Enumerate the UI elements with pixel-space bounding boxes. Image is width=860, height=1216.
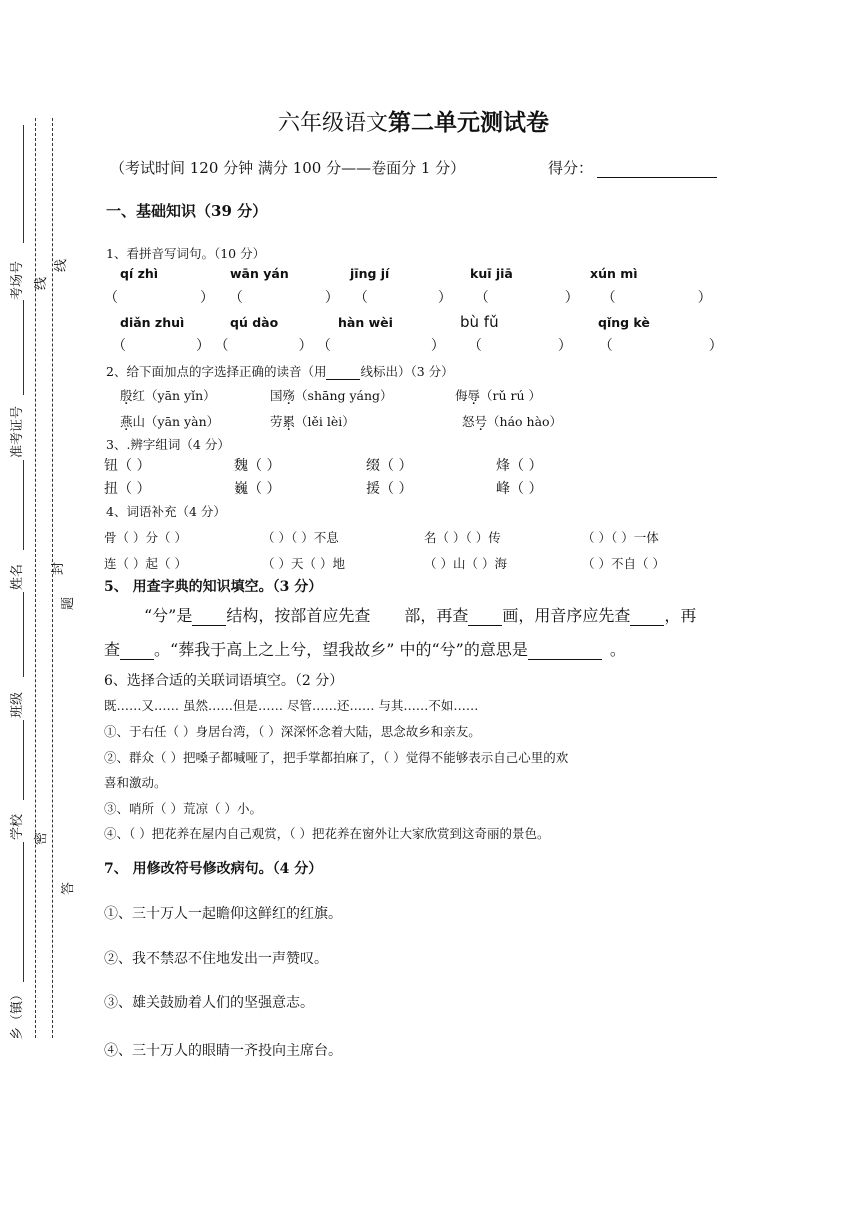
ticket-number-blank[interactable] [23,300,24,395]
q4-row1-4[interactable]: （ ）（ ）一体 [582,530,659,545]
q3-row1-2[interactable]: 魏（ ） [234,458,281,474]
q1-pinyin-5: xún mì [590,266,638,281]
q5-blank-strokes[interactable] [468,611,502,626]
q5-blank-meaning[interactable] [528,645,602,660]
q2-item-1[interactable]: 殷红（yān yǐn） [120,388,216,403]
q1-pinyin-10: qǐng kè [598,315,650,330]
q7-sentence-3[interactable]: ③、雄关鼓励着人们的坚强意志。 [104,995,314,1011]
township-blank[interactable] [23,842,24,982]
q1-pinyin-2: wān yán [230,266,289,281]
dashed-line-inner [52,118,53,1038]
q5-prompt: 5、 用查字典的知识填空。（3 分） [104,579,323,595]
q7-prompt: 7、 用修改符号修改病句。（4 分） [104,861,323,877]
q5-line1: “兮”是 结构，按部首应先查 部，再查 画，用音序应先查 ，再 [144,606,697,625]
q6-options: 既……又…… 虽然……但是…… 尽管……还…… 与其……不如…… [104,698,479,713]
q5-line2: 查 。“葬我于高上之上兮，望我故乡” 中的“兮”的意思是 。 [104,640,626,659]
q3-prompt: 3、.辨字组词（4 分） [106,437,230,452]
name-blank[interactable] [23,460,24,550]
q5-blank-letter[interactable] [630,611,664,626]
q3-row1-4[interactable]: 烽（ ） [496,458,543,474]
q1-prompt: 1、看拼音写词句。（10 分） [106,246,266,261]
ticket-number-label: 准考证号 [10,405,25,458]
school-blank[interactable] [23,720,24,800]
page-title: 六年级语文第二单元测试卷 [278,109,550,136]
township-label: 乡（镇） [10,987,25,1040]
name-label: 姓名 [10,563,25,590]
cut-mark-da: 答 [61,881,76,895]
q7-sentence-1[interactable]: ①、三十万人一起瞻仰这鲜红的红旗。 [104,906,342,922]
class-label: 班级 [10,691,25,718]
score-field: 得分： [548,157,717,178]
q7-sentence-2[interactable]: ②、我不禁忍不住地发出一声赞叹。 [104,951,328,967]
q6-item-1[interactable]: ①、于右任（ ）身居台湾，（ ）深深怀念着大陆，思念故乡和亲友。 [104,724,481,739]
cut-mark-feng: 封 [51,561,66,575]
q1-pinyin-6: diǎn zhuì [120,315,185,330]
exam-room-label: 考场号 [10,260,25,300]
q1-pinyin-7: qú dào [230,315,279,330]
q4-row1-1[interactable]: 骨（ ）分（ ） [104,530,187,545]
cut-mark-xian-2: 线 [54,258,69,272]
q5-blank-second[interactable] [120,645,154,660]
q1-answer-row2[interactable]: （ ） （ ） （ ） （ ） （ ） [112,338,723,354]
q2-item-4[interactable]: 燕山（yān yàn） [120,414,220,429]
q5-blank-structure[interactable] [192,611,226,626]
q4-prompt: 4、词语补充（4 分） [106,504,226,519]
q6-item-2-cont: 喜和激动。 [104,775,167,790]
q1-pinyin-3: jīng jí [350,266,390,281]
cut-mark-ti: 题 [61,596,76,610]
q3-row2-1[interactable]: 扭（ ） [104,481,151,497]
q4-row2-4[interactable]: （ ）不自（ ） [582,556,665,571]
q2-item-2[interactable]: 国殇（shāng yáng） [270,388,393,403]
q1-answer-row1[interactable]: （ ） （ ） （ ） （ ） （ ） [104,290,712,306]
q4-row1-3[interactable]: 名（ ）（ ）传 [424,530,501,545]
score-blank[interactable] [597,163,717,178]
q4-row2-1[interactable]: 连（ ）起（ ） [104,556,187,571]
q2-line-blank [326,365,360,380]
q7-sentence-4[interactable]: ④、三十万人的眼睛一齐投向主席台。 [104,1043,342,1059]
q3-row1-1[interactable]: 钮（ ） [104,458,151,474]
q3-row2-4[interactable]: 峰（ ） [496,481,543,497]
exam-info: （考试时间 120 分钟 满分 100 分——卷面分 1 分） [110,159,466,177]
q1-pinyin-9: bù fǔ [460,313,499,331]
q2-prompt: 2、给下面加点的字选择正确的读音（用 线标出）（3 分） [106,364,454,379]
q1-pinyin-4: kuī jiā [470,266,513,281]
cut-mark-xian: 线 [34,276,49,290]
class-blank[interactable] [23,592,24,677]
q1-pinyin-8: hàn wèi [338,315,393,330]
q1-pinyin-1: qí zhì [120,266,159,281]
q3-row1-3[interactable]: 缀（ ） [366,458,413,474]
dashed-line-outer [35,118,36,1038]
exam-room-blank[interactable] [23,125,24,243]
q2-item-3[interactable]: 侮辱（rǔ rú ） [455,388,542,403]
q2-item-5[interactable]: 劳累（lěi lèi） [270,414,355,429]
q3-row2-3[interactable]: 援（ ） [366,481,413,497]
q2-item-6[interactable]: 怒号（háo hào） [462,414,563,429]
q4-row2-3[interactable]: （ ）山（ ）海 [424,556,507,571]
cut-mark-mi: 密 [34,831,49,845]
school-label: 学校 [10,813,25,840]
q6-item-2[interactable]: ②、群众（ ）把嗓子都喊哑了，把手掌都拍麻了，（ ）觉得不能够表示自己心里的欢 [104,750,569,765]
q4-row1-2[interactable]: （ ）（ ）不息 [262,530,339,545]
q3-row2-2[interactable]: 巍（ ） [234,481,281,497]
q6-prompt: 6、选择合适的关联词语填空。（2 分） [104,673,344,689]
q4-row2-2[interactable]: （ ）天（ ）地 [262,556,345,571]
q6-item-3[interactable]: ③、哨所（ ）荒凉（ ）小。 [104,801,262,816]
section-heading: 一、基础知识（39 分） [106,202,268,220]
q6-item-4[interactable]: ④、（ ）把花养在屋内自己观赏，（ ）把花养在窗外让大家欣赏到这奇丽的景色。 [104,826,550,841]
